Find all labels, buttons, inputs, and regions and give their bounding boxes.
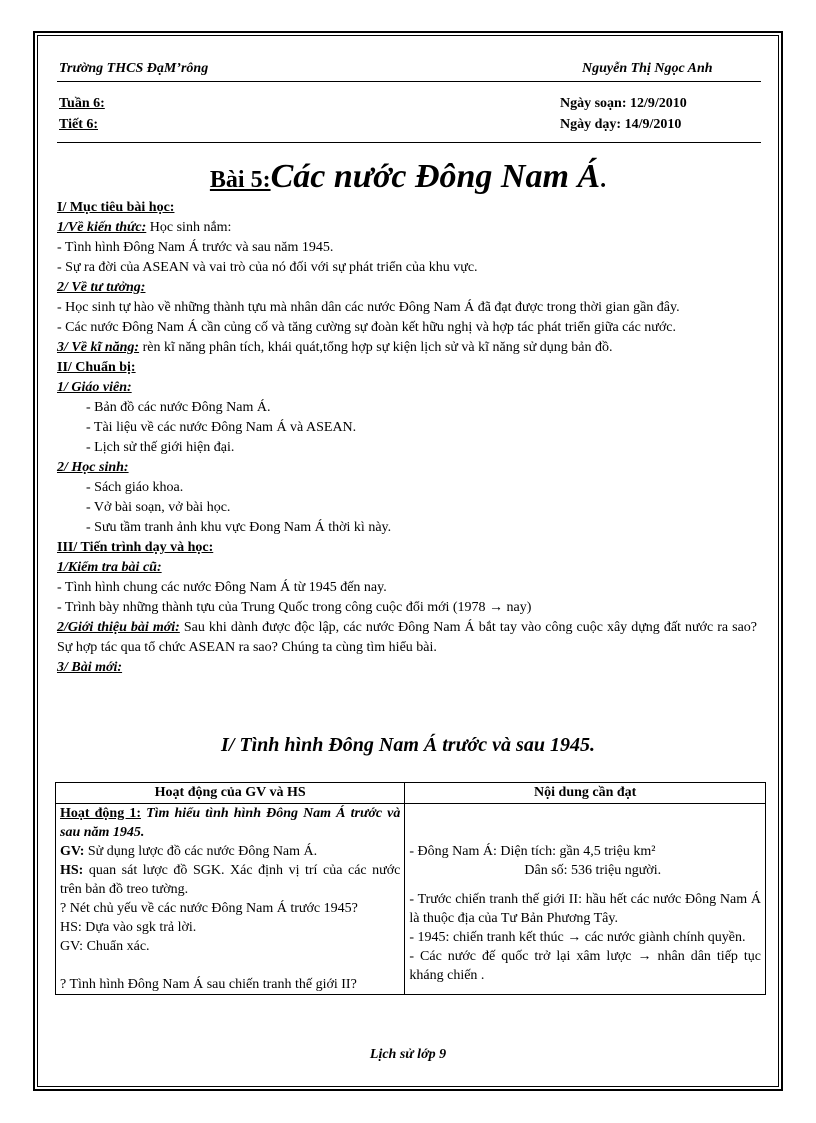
meta-rule bbox=[57, 142, 761, 143]
lesson-number: Bài 5: bbox=[209, 167, 271, 193]
content-before-war: - Trước chiến tranh thế giới II: hầu hết các nước Đông Nam Á là thuộc địa của Tư Bản Phương Tây. bbox=[409, 892, 761, 926]
header-rule bbox=[57, 81, 761, 82]
activity-hs-answer: HS: Dựa vào sgk trả lời. bbox=[60, 920, 197, 935]
preparation-heading: II/ Chuẩn bị: bbox=[57, 360, 136, 375]
period-label: Tiết 6: bbox=[59, 117, 99, 132]
activity-title: Hoạt động 1: Tìm hiểu tình hình Đông Nam Á trước và sau năm 1945. bbox=[60, 806, 401, 840]
skill-line: 3/ Về kĩ năng: rèn kĩ năng phân tích, khái quát,tổng hợp sự kiện lịch sử và kĩ năng sử dụng bản đồ. bbox=[57, 340, 613, 355]
content-1945: - 1945: chiến tranh kết thúc → các nước giành chính quyền. bbox=[409, 930, 746, 945]
knowledge-line: 1/Về kiến thức: Học sinh nắm: bbox=[57, 220, 232, 235]
teach-date: Ngày dạy: 14/9/2010 bbox=[560, 117, 682, 132]
page-footer: Lịch sử lớp 9 bbox=[369, 1047, 447, 1062]
student-prep-item: - Vở bài soạn, vở bài học. bbox=[86, 500, 231, 515]
school-name: Trường THCS ĐạM’rông bbox=[59, 61, 209, 76]
activity-gv-confirm: GV: Chuẩn xác. bbox=[60, 939, 150, 954]
teacher-prep-item: - Tài liệu về các nước Đông Nam Á và ASEAN. bbox=[86, 420, 357, 435]
activity-gv: GV: Sử dụng lược đồ các nước Đông Nam Á. bbox=[60, 844, 318, 859]
section-title: I/ Tình hình Đông Nam Á trước và sau 1945. bbox=[221, 734, 595, 756]
activities-cell bbox=[56, 804, 405, 995]
objectives-heading: I/ Mục tiêu bài học: bbox=[57, 200, 175, 215]
col-header-content: Nội dung cần đạt bbox=[405, 783, 766, 804]
week-label: Tuần 6: bbox=[59, 96, 105, 111]
col-header-activities: Hoạt động của GV và HS bbox=[56, 783, 405, 804]
content-cell bbox=[405, 804, 766, 995]
teacher-name: Nguyễn Thị Ngọc Anh bbox=[582, 61, 713, 76]
lesson-name: Các nước Đông Nam Á bbox=[270, 158, 601, 195]
lesson-content bbox=[57, 198, 757, 678]
check-heading: 1/Kiểm tra bài cũ: bbox=[57, 560, 162, 575]
activity-hs: HS: quan sát lược đồ SGK. Xác định vị trí của các nước trên bản đồ treo tường. bbox=[60, 863, 401, 897]
process-heading: III/ Tiến trình dạy và học: bbox=[57, 540, 214, 555]
content-area: - Đông Nam Á: Diện tích: gần 4,5 triệu km² bbox=[409, 844, 656, 859]
activity-question: ? Nét chủ yếu về các nước Đông Nam Á trước 1945? bbox=[60, 901, 358, 916]
check-item: - Trình bày những thành tựu của Trung Quốc trong công cuộc đổi mới (1978 → nay) bbox=[57, 600, 532, 615]
thought-heading: 2/ Về tư tưởng: bbox=[57, 280, 146, 295]
activity-table bbox=[55, 782, 766, 995]
intro-line: 2/Giới thiệu bài mới: Sau khi dành được độc lập, các nước Đông Nam Á bắt tay vào công cuộc xây dựng đất nước ra sao? Sự hợp tác qua tổ chức ASEAN ra sao? Chúng ta cùng tìm hiểu bài. bbox=[57, 620, 757, 655]
content-population: Dân số: 536 triệu người. bbox=[524, 863, 662, 878]
thought-item: - Học sinh tự hào về những thành tựu mà nhân dân các nước Đông Nam Á đã đạt được trong thời gian gần đây. bbox=[57, 300, 680, 315]
teacher-prep-item: - Lịch sử thế giới hiện đại. bbox=[86, 440, 235, 455]
knowledge-item: - Sự ra đời của ASEAN và vai trò của nó đối với sự phát triển của khu vực. bbox=[57, 260, 478, 275]
knowledge-item: - Tình hình Đông Nam Á trước và sau năm 1945. bbox=[57, 240, 334, 255]
new-lesson-heading: 3/ Bài mới: bbox=[57, 660, 123, 675]
student-prep-heading: 2/ Học sinh: bbox=[57, 460, 129, 475]
lesson-title: Bài 5:Các nước Đông Nam Á. bbox=[209, 158, 607, 195]
student-prep-item: - Sách giáo khoa. bbox=[86, 480, 184, 495]
teacher-prep-item: - Bản đồ các nước Đông Nam Á. bbox=[86, 400, 271, 415]
prep-date: Ngày soạn: 12/9/2010 bbox=[560, 96, 687, 111]
student-prep-item: - Sưu tầm tranh ảnh khu vực Đong Nam Á thời kì này. bbox=[86, 520, 392, 535]
content-after-war: - Các nước đế quốc trở lại xâm lược → nhân dân tiếp tục kháng chiến . bbox=[409, 949, 761, 983]
teacher-prep-heading: 1/ Giáo viên: bbox=[57, 380, 132, 395]
thought-item: - Các nước Đông Nam Á cần củng cố và tăng cường sự đoàn kết hữu nghị và hợp tác phát triển giữa các nước. bbox=[57, 320, 677, 335]
check-item: - Tình hình chung các nước Đông Nam Á từ 1945 đến nay. bbox=[57, 580, 387, 595]
activity-question: ? Tình hình Đông Nam Á sau chiến tranh thế giới II? bbox=[60, 977, 357, 992]
